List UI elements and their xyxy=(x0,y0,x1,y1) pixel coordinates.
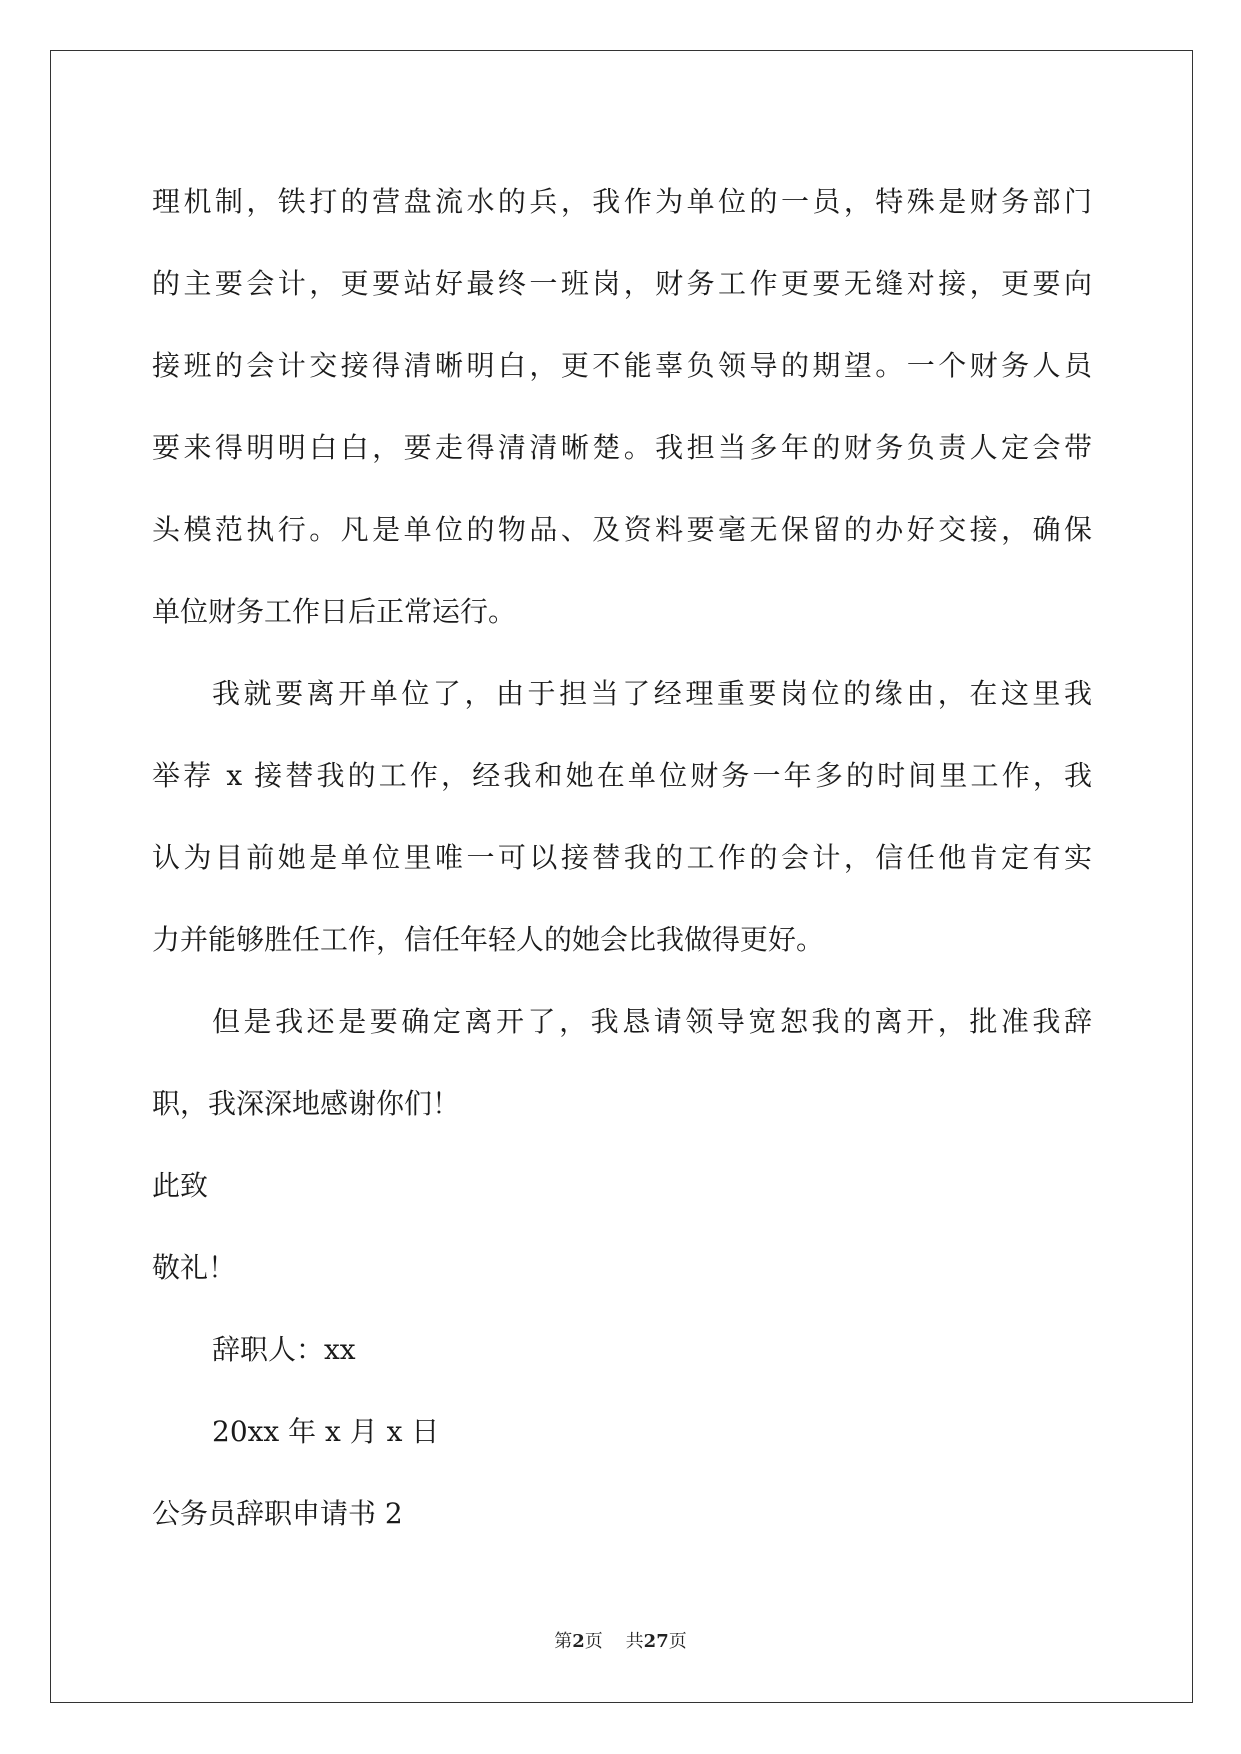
text-line: 我就要离开单位了，由于担当了经理重要岗位的缘由，在这里我 xyxy=(212,677,1092,710)
text-line: 力并能够胜任工作，信任年轻人的她会比我做得更好。 xyxy=(152,923,825,956)
paragraph-1 xyxy=(152,161,1092,653)
date-text: 20xx 年 x 月 x 日 xyxy=(212,1415,440,1448)
total-suffix: 页 xyxy=(668,1631,687,1652)
page-suffix: 页 xyxy=(584,1631,603,1652)
salute-text: 敬礼！ xyxy=(152,1251,237,1284)
text-line: 的主要会计，更要站好最终一班岗，财务工作更要无缝对接，更要向 xyxy=(152,267,1092,300)
text-line: 单位财务工作日后正常运行。 xyxy=(152,595,517,628)
page-footer xyxy=(0,1627,1241,1653)
text-line: 理机制，铁打的营盘流水的兵，我作为单位的一员，特殊是财务部门 xyxy=(152,185,1092,218)
total-pages: 27 xyxy=(643,1631,669,1652)
document-body xyxy=(152,161,1092,1555)
page-prefix: 第 xyxy=(554,1631,573,1652)
text-line: 但是我还是要确定离开了，我恳请领导宽恕我的离开，批准我辞 xyxy=(212,1005,1092,1038)
text-line: 头模范执行。凡是单位的物品、及资料要毫无保留的办好交接，确保 xyxy=(152,513,1092,546)
text-line: 举荐 x 接替我的工作，经我和她在单位财务一年多的时间里工作，我 xyxy=(152,759,1092,792)
signer-text: 辞职人：xx xyxy=(212,1333,356,1366)
next-section-title: 公务员辞职申请书 2 xyxy=(152,1497,403,1530)
paragraph-3 xyxy=(152,981,1092,1145)
page-number: 2 xyxy=(572,1631,585,1652)
text-line: 认为目前她是单位里唯一可以接替我的工作的会计，信任他肯定有实 xyxy=(152,841,1092,874)
text-line: 要来得明明白白，要走得清清晰楚。我担当多年的财务负责人定会带 xyxy=(152,431,1092,464)
text-line: 职，我深深地感谢你们！ xyxy=(152,1087,461,1120)
text-line: 接班的会计交接得清晰明白，更不能辜负领导的期望。一个财务人员 xyxy=(152,349,1092,382)
closing-text: 此致 xyxy=(152,1169,209,1202)
paragraph-2 xyxy=(152,653,1092,981)
total-prefix: 共 xyxy=(625,1631,644,1652)
